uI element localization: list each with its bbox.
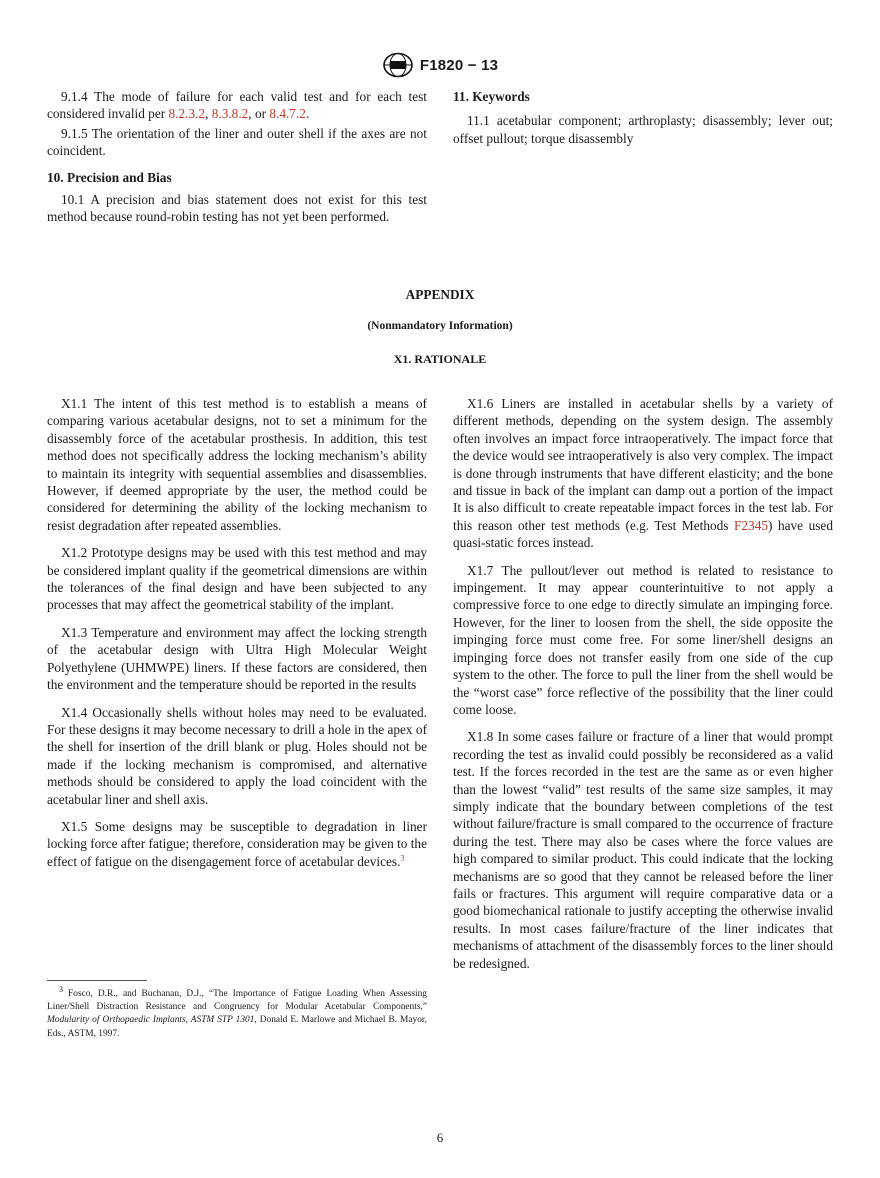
- paragraph-9-1-4: 9.1.4 The mode of failure for each valid test and for each test considered invalid per 8.2.3.2, 8.3.8.2, or 8.4.7.2.: [47, 89, 427, 122]
- document-designation: F1820 − 13: [419, 56, 499, 74]
- section-11-heading: 11. Keywords: [453, 89, 530, 104]
- ref-f2345-link[interactable]: F2345: [734, 517, 768, 533]
- paragraph-x1-8: X1.8 In some cases failure or fracture of a liner that would prompt recording the test as invalid could possibly be reconsidered as a valid test. If the forces recorded in the test are the same as or even higher than the lowest “valid” test results of the same size samples, it may simply indicate that the boundary between completions of the test without failure/fracture is small compared to the occurrence of fracture during the test. There may also be cases where the force values are high compared to similar product. This could indicate that the locking mechanisms are so good that they cannot be released before the liner fails or fractures. This argument will require comparative data or a good biomechanical rationale to justify accepting the otherwise invalid results. In most cases failure/fracture of the liner indicates that mechanisms of attachment of the disassembly forces to the liner should be redesigned.: [453, 729, 833, 971]
- footnote-3: $^3$ Fosco, D.R., and Buchanan, D.J., “The Importance of Fatigue Loading When Assessing Liner/Shell Distraction Resistance and Congruency for Modular Acetabular Components,” Modularity of Orthopaedic Implants, ASTM STP 1301, Donald E. Marlowe and Michael B. Mayor, Eds., ASTM, 1997.: [47, 984, 427, 1039]
- appendix-right-column: [453, 395, 833, 972]
- page-number: 6: [436, 1130, 444, 1145]
- top-right-column: [453, 88, 833, 147]
- paragraph-x1-4: X1.4 Occasionally shells without holes may need to be evaluated. For these designs it may become necessary to drill a hole in the apex of the shell for insertion of the drill blank or plug. Holes should not be made if the locking mechanism is compromised, and alternative methods should be considered to apply the load coincident with the acetabular liner and shell axis.: [47, 704, 427, 807]
- paragraph-x1-1: X1.1 The intent of this test method is to establish a means of comparing various acetabular designs, not to set a minimum for the disassembly force of the acetabular prosthesis. In addition, this test method does not specifically address the locking mechanism’s ability to maintain its integrity with sequential assemblies and disassemblies. However, if deemed appropriate by the user, the method could be considered for determining the ability of the locking mechanism to resist degradation after repeated assemblies.: [47, 396, 427, 533]
- footnote-divider: [47, 980, 147, 981]
- paragraph-x1-5: X1.5 Some designs may be susceptible to degradation in liner locking force after fatigue; therefore, consideration may be given to the effect of fatigue on the disengagement force of acetabular devices.$^3$: [47, 818, 427, 869]
- paragraph-x1-6: X1.6 Liners are installed in acetabular shells by a variety of different methods, depending on the system design. The assembly often involves an impact force intraoperatively. The impact force that the device would see intraoperatively is also very complex. The impact is done through instruments that have different elasticity; and the bone and tissue in back of the implant can damp out a portion of the impact It is also difficult to create repeatable impact forces in the test lab. For this reason other test methods (e.g. Test Methods F2345) have used quasi-static forces instead.: [453, 396, 833, 551]
- section-10-heading: 10. Precision and Bias: [47, 169, 172, 185]
- appendix-left-column: [47, 395, 427, 870]
- rationale-heading: X1. RATIONALE: [393, 352, 487, 366]
- astm-logo-icon: [382, 52, 414, 78]
- footnote-3-ref[interactable]: 3: [400, 853, 405, 863]
- paragraph-x1-3: X1.3 Temperature and environment may affect the locking strength of the acetabular design with Ultra High Molecular Weight Polyethylene (UHMWPE) liners. If these factors are considered, then the environment and the temperature should be reported in the results: [47, 624, 427, 693]
- paragraph-x1-2: X1.2 Prototype designs may be used with this test method and may be considered implant quality if the geometrical dimensions are within the tolerances of the final design and have been subjected to any processes that may affect the geometrical stability of the implant.: [47, 545, 427, 613]
- ref-8-2-3-2-link[interactable]: 8.2.3.2: [168, 106, 206, 122]
- top-left-column: [47, 88, 427, 226]
- page-header: [0, 52, 880, 78]
- ref-8-3-8-2-link[interactable]: 8.3.8.2: [211, 106, 249, 122]
- paragraph-11-1: 11.1 acetabular component; arthroplasty; disassembly; lever out; offset pullout; torque disassembly: [453, 113, 833, 146]
- paragraph-9-1-5: 9.1.5 The orientation of the liner and outer shell if the axes are not coincident.: [47, 125, 427, 159]
- ref-8-4-7-2-link[interactable]: 8.4.7.2: [269, 106, 306, 122]
- appendix-title: APPENDIX: [405, 287, 475, 302]
- appendix-subtitle: (Nonmandatory Information): [367, 320, 513, 332]
- paragraph-10-1: 10.1 A precision and bias statement does not exist for this test method because round-robin testing has not yet been performed.: [47, 192, 427, 225]
- paragraph-x1-7: X1.7 The pullout/lever out method is related to resistance to impingement. It may appear counterintuitive to not apply a compressive force to one edge to directly simulate an impinging force. However, for the liner to loosen from the shell, the side opposite the impinging force must come free. For some liner/shell designs an impinging force does not transfer easily from one side of the cup system to the other. The force to pull the liner from the shell would be the “worst case” force reflective of the possibility that the liner could come loose.: [453, 562, 833, 717]
